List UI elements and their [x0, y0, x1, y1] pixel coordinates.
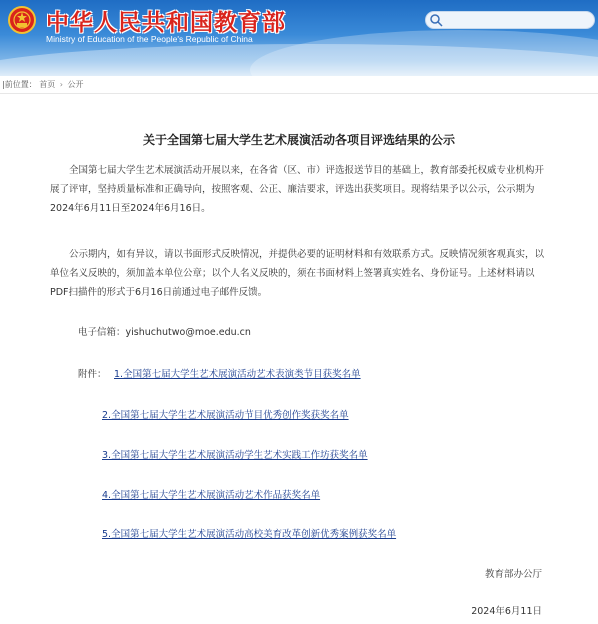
site-subtitle: Ministry of Education of the People's Republic of China: [46, 34, 253, 44]
publish-date: 2024年6月11日: [471, 606, 542, 617]
article-paragraph: 公示期内，如有异议，请以书面形式反映情况，并提供必要的证明材料和有效联系方式。反映情况须客观真实，以单位名义反映的，须加盖本单位公章；以个人名义反映的，须在书面材料上签署真实姓名、身份证号。上述材料请以PDF扫描件的形式于6月16日前通过电子邮件反馈。: [50, 249, 545, 298]
attachment-link[interactable]: 5.全国第七届大学生艺术展演活动高校美育改革创新优秀案例获奖名单: [102, 529, 397, 540]
attachment-link[interactable]: 2.全国第七届大学生艺术展演活动节目优秀创作奖获奖名单: [102, 410, 349, 421]
contact-email: 电子信箱：yishuchutwo@moe.edu.cn: [78, 327, 251, 338]
attachment-link[interactable]: 4.全国第七届大学生艺术展演活动艺术作品获奖名单: [102, 490, 321, 501]
national-emblem-icon[interactable]: [8, 6, 36, 34]
breadcrumb-separator: ›: [59, 80, 63, 89]
article-title: 关于全国第七届大学生艺术展演活动各项目评选结果的公示: [142, 133, 455, 147]
breadcrumb: [0, 77, 598, 94]
signature: 教育部办公厅: [484, 569, 542, 580]
attachment-link[interactable]: 3.全国第七届大学生艺术展演活动学生艺术实践工作坊获奖名单: [102, 450, 368, 461]
header-wave: [250, 30, 598, 76]
search-input[interactable]: [425, 11, 595, 29]
site-header: [0, 0, 598, 76]
breadcrumb-public-link[interactable]: 公开: [67, 80, 84, 89]
breadcrumb-prefix: |前位置：: [2, 80, 37, 89]
attachments-label: 附件：: [78, 369, 107, 380]
site-title[interactable]: 中华人民共和国教育部: [46, 10, 286, 36]
article-paragraph: 全国第七届大学生艺术展演活动开展以来，在各省（区、市）评选报送节目的基础上，教育部委托权威专业机构开展了评审，坚持质量标准和正确导向，按照客观、公正、廉洁要求，评选出获奖项目。现将结果予以公示，公示期为2024年6月11日至2024年6月16日。: [50, 165, 545, 214]
search-icon[interactable]: [429, 13, 443, 27]
attachment-link[interactable]: 1.全国第七届大学生艺术展演活动艺术表演类节目获奖名单: [114, 369, 361, 380]
breadcrumb-home-link[interactable]: 首页: [39, 80, 56, 89]
